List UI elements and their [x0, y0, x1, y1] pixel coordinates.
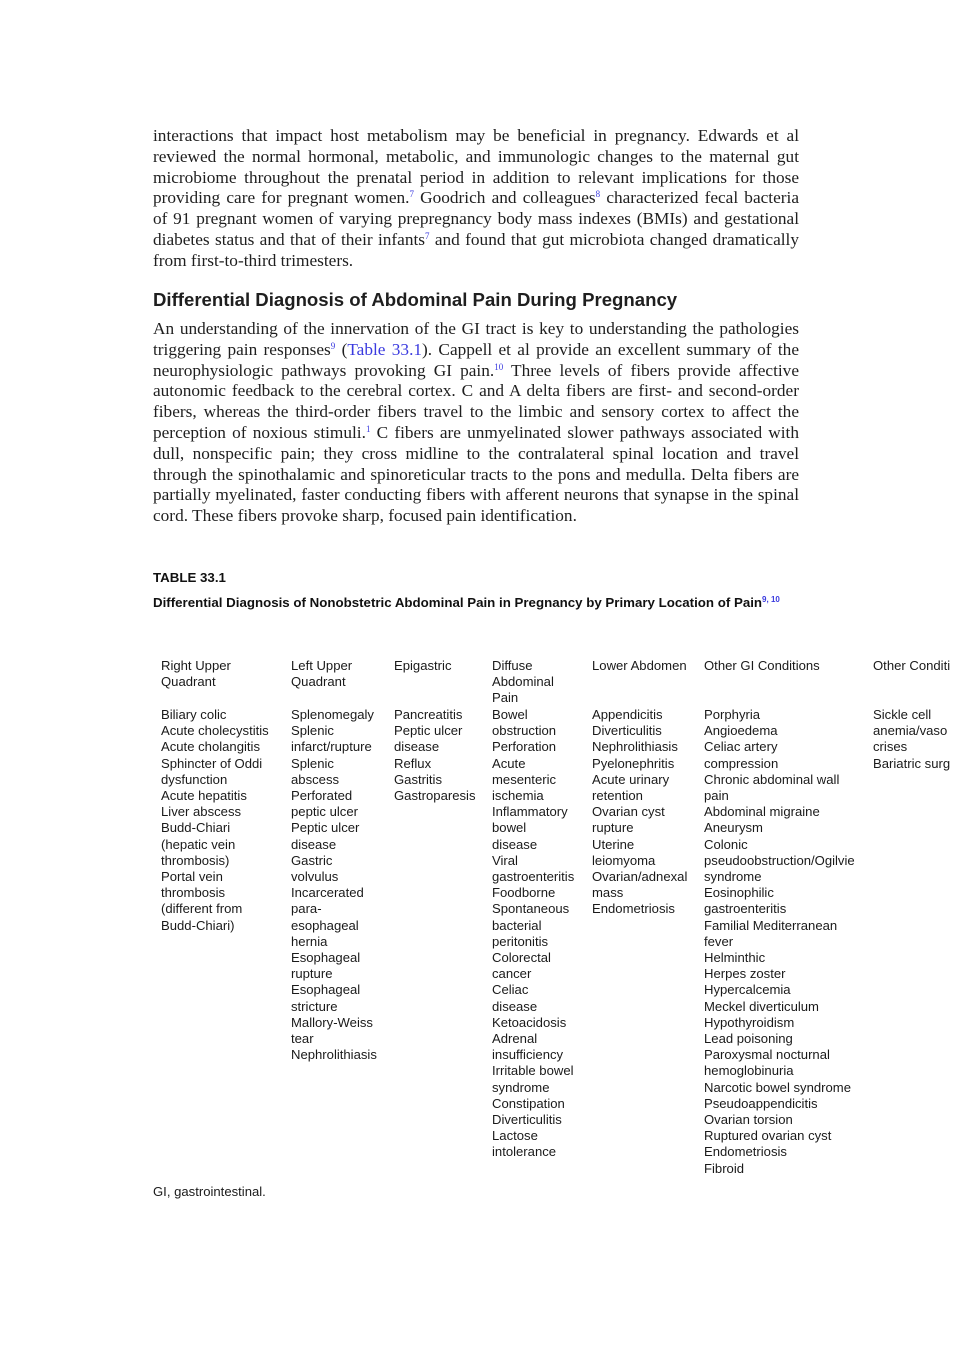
- table-cell-line: Pseudoappendicitis: [704, 1095, 818, 1111]
- table-cell-line: abscess: [291, 771, 340, 787]
- column-header: [161, 658, 231, 690]
- table-cell-line: Narcotic bowel syndrome: [704, 1079, 851, 1095]
- table-cell-line: Fibroid: [704, 1160, 745, 1176]
- column-items: [492, 707, 574, 1161]
- table-cell-line: mesenteric: [492, 771, 557, 787]
- table-label: TABLE 33.1: [153, 570, 226, 585]
- table-cell-line: Peptic ulcer: [291, 820, 360, 836]
- table-cell-line: Aneurysm: [704, 820, 763, 836]
- table-cell-line: dysfunction: [161, 771, 228, 787]
- table-cell-line: rupture: [592, 820, 634, 836]
- table-cell-line: Colonic: [704, 836, 748, 852]
- table-cell-line: pseudoobstruction/Ogilvie: [704, 852, 855, 868]
- table-cell-line: cancer: [492, 966, 532, 982]
- body-text-2: (: [335, 339, 348, 359]
- table-cell-line: thrombosis): [161, 852, 230, 868]
- table-cell-line: Constipation: [492, 1095, 565, 1111]
- column-header-line: Quadrant: [291, 674, 346, 690]
- table-cell-line: Esophageal: [291, 950, 361, 966]
- table-cell-line: Viral: [492, 852, 518, 868]
- column-items: [704, 707, 855, 1177]
- table-cell-line: Splenic: [291, 723, 334, 739]
- table-cell-line: disease: [394, 739, 440, 755]
- table-cell-line: tear: [291, 1031, 314, 1047]
- column-items: [161, 707, 269, 934]
- table-cell-line: compression: [704, 755, 779, 771]
- table-cell-line: Angioedema: [704, 723, 778, 739]
- citation-ref[interactable]: 10: [494, 361, 504, 372]
- table-cell-line: Reflux: [394, 755, 432, 771]
- table-cell-line: Irritable bowel: [492, 1063, 574, 1079]
- column-header-line: Lower Abdomen: [592, 658, 687, 673]
- table-cell-line: Herpes zoster: [704, 966, 786, 982]
- table-cell-line: Biliary colic: [161, 707, 227, 722]
- column-header: [704, 658, 820, 674]
- table-cell-line: Lactose: [492, 1128, 538, 1144]
- table-cell-line: disease: [492, 836, 538, 852]
- table-cell-line: Splenomegaly: [291, 707, 374, 722]
- intro-text-4: and found that gut microbiota changed dramatically from first-to-third trimesters.: [153, 229, 799, 270]
- table-cell-line: Acute cholangitis: [161, 739, 260, 755]
- intro-text-1: interactions that impact host metabolism may be beneficial in pregnancy. Edwards et al reviewed the normal hormonal, metabolic, and immunologic changes to the maternal gut microbiome throughout the prenatal period in addition to relevant implications for those providing care for pregnant women.: [153, 126, 799, 208]
- table-cell-line: Ruptured ovarian cyst: [704, 1128, 832, 1144]
- table-cell-line: Gastritis: [394, 771, 443, 787]
- table-cell-line: volvulus: [291, 869, 339, 885]
- table-cell-line: esophageal: [291, 917, 359, 933]
- table-cell-line: Spontaneous: [492, 901, 570, 917]
- table-cell-line: syndrome: [492, 1079, 550, 1095]
- table-cell-line: Inflammatory: [492, 804, 568, 820]
- table-cell-line: Ovarian/adnexal: [592, 869, 688, 885]
- column-header-line: Epigastric: [394, 658, 452, 673]
- table-cell-line: Acute hepatitis: [161, 788, 247, 804]
- column-header-line: Pain: [492, 690, 519, 706]
- citation-ref[interactable]: 7: [409, 189, 414, 200]
- column-items: [873, 707, 950, 772]
- column-header-line: Right Upper: [161, 658, 231, 673]
- table-cell-line: Nephrolithiasis: [592, 739, 678, 755]
- column-items: [394, 707, 476, 804]
- table-title-text: Differential Diagnosis of Nonobstetric Abdominal Pain in Pregnancy by Primary Location of Pain: [153, 595, 763, 610]
- table-cell-line: pain: [704, 788, 729, 804]
- column-header-line: Other GI Conditions: [704, 658, 820, 673]
- table-cell-line: Ovarian cyst: [592, 804, 665, 820]
- table-cell-line: Pancreatitis: [394, 707, 463, 722]
- table-cell-line: gastroenteritis: [492, 869, 575, 885]
- table-cell-line: Bowel: [492, 707, 528, 722]
- table-cell-line: hemoglobinuria: [704, 1063, 794, 1079]
- body-text-4: Three levels of fibers provide affective autonomic feedback to the cerebral cortex. C and A delta fibers are first- and second-order fibers, whereas the third-order fibers travel to the limbic and sensory cortex to affect the perception of noxious stimuli.: [153, 360, 799, 442]
- table-cell-line: Portal vein: [161, 869, 223, 885]
- column-header: [394, 658, 452, 674]
- table-cell-line: stricture: [291, 998, 338, 1014]
- table-cell-line: Paroxysmal nocturnal: [704, 1047, 830, 1063]
- table-cell-line: Budd-Chiari: [161, 820, 231, 836]
- table-cell-line: (hepatic vein: [161, 836, 236, 852]
- table-title: [153, 595, 813, 611]
- table-cell-line: crises: [873, 739, 908, 755]
- table-cell-line: Celiac artery: [704, 739, 778, 755]
- table-cell-line: Abdominal migraine: [704, 804, 820, 820]
- table-title-refs[interactable]: 9, 10: [762, 595, 780, 604]
- table-cell-line: ischemia: [492, 788, 544, 804]
- table-cell-line: mass: [592, 885, 624, 901]
- section-heading: Differential Diagnosis of Abdominal Pain During Pregnancy: [153, 289, 678, 310]
- intro-text-2: Goodrich and colleagues: [413, 188, 596, 208]
- table-cell-line: syndrome: [704, 869, 762, 885]
- table-cell-line: hernia: [291, 933, 328, 949]
- body-paragraph: [153, 319, 799, 527]
- table-cell-line: Celiac: [492, 982, 529, 998]
- table-cell-line: Ketoacidosis: [492, 1014, 567, 1030]
- column-header: [492, 658, 554, 707]
- column-header: [291, 658, 352, 690]
- table-cell-line: Perforation: [492, 739, 557, 755]
- intro-paragraph: [153, 126, 799, 272]
- table-cell-line: insufficiency: [492, 1047, 564, 1063]
- table-cell-line: Endometriosis: [592, 901, 675, 917]
- column-header: [873, 658, 950, 674]
- table-cell-line: Acute: [492, 755, 526, 771]
- table-cell-line: Gastric: [291, 852, 333, 868]
- table-cell-line: bowel: [492, 820, 527, 836]
- table-cell-line: gastroenteritis: [704, 901, 787, 917]
- citation-ref[interactable]: 8: [595, 189, 601, 200]
- table-cell-line: Lead poisoning: [704, 1031, 793, 1047]
- citation-ref[interactable]: 1: [365, 423, 371, 434]
- table-cell-line: Sphincter of Oddi: [161, 755, 263, 771]
- table-cell-line: intolerance: [492, 1144, 557, 1160]
- table-cell-line: Porphyria: [704, 707, 761, 722]
- column-header: [592, 658, 687, 674]
- table-cell-line: Familial Mediterranean: [704, 917, 838, 933]
- table-cell-line: Acute cholecystitis: [161, 723, 269, 739]
- column-header-line: Left Upper: [291, 658, 353, 673]
- table-cell-line: infarct/rupture: [291, 739, 372, 755]
- table-cell-line: peritonitis: [492, 933, 549, 949]
- table-cell-line: Splenic: [291, 755, 334, 771]
- table-cell-line: Perforated: [291, 788, 353, 804]
- column-header-line: Other Conditi: [873, 658, 951, 673]
- table-cell-line: Uterine: [592, 836, 635, 852]
- table-cell-line: para-: [291, 901, 322, 917]
- table-cell-line: retention: [592, 788, 643, 804]
- table-cell-line: Nephrolithiasis: [291, 1047, 377, 1063]
- table-cell-line: Peptic ulcer: [394, 723, 463, 739]
- table-cell-line: Pyelonephritis: [592, 755, 675, 771]
- column-items: [592, 707, 687, 918]
- table-cell-line: Incarcerated: [291, 885, 364, 901]
- table-cell-line: Sickle cell: [873, 707, 932, 722]
- table-cell-line: Gastroparesis: [394, 788, 476, 804]
- table-cell-line: peptic ulcer: [291, 804, 358, 820]
- citation-ref[interactable]: 7: [425, 230, 430, 241]
- table-cell-line: disease: [291, 836, 337, 852]
- table-cell-line: disease: [492, 998, 538, 1014]
- table-cell-line: Bariatric surg: [873, 755, 951, 771]
- table-footnote: GI, gastrointestinal.: [153, 1184, 266, 1199]
- table-cell-line: rupture: [291, 966, 333, 982]
- table-cell-line: Liver abscess: [161, 804, 242, 820]
- table-cell-line: Hypothyroidism: [704, 1014, 795, 1030]
- table-cell-line: Endometriosis: [704, 1144, 787, 1160]
- table-cell-line: Ovarian torsion: [704, 1112, 793, 1128]
- table-cell-line: Diverticulitis: [492, 1112, 562, 1128]
- table-cell-line: Colorectal: [492, 950, 551, 966]
- table-cell-line: Hypercalcemia: [704, 982, 791, 998]
- body-text-1: An understanding of the innervation of the GI tract is key to understanding the pathologies triggering pain responses: [153, 319, 799, 359]
- table-cell-line: leiomyoma: [592, 852, 656, 868]
- table-link[interactable]: Table 33.1: [347, 339, 423, 359]
- table-cell-line: Adrenal: [492, 1031, 538, 1047]
- citation-ref[interactable]: 9: [330, 340, 336, 351]
- table-cell-line: Acute urinary: [592, 771, 670, 787]
- table-cell-line: thrombosis: [161, 885, 226, 901]
- column-header-line: Abdominal: [492, 674, 554, 690]
- body-text-5: C fibers are unmyelinated slower pathways associated with dull, nonspecific pain; they cross midline to the contralateral spinal location and travel through the spinothalamic and spinoreticular tracts to the pons and medulla. Delta fibers are partially myelinated, faster conducting fibers with afferent neurons that synapse in the spinal cord. These fibers provoke sharp, focused pain identification.: [153, 422, 799, 526]
- table-cell-line: fever: [704, 933, 734, 949]
- table-cell-line: Eosinophilic: [704, 885, 774, 901]
- table-cell-line: anemia/vaso: [873, 723, 948, 739]
- table-cell-line: Chronic abdominal wall: [704, 771, 840, 787]
- body-text-3: ). Cappell et al provide an excellent summary of the neurophysiologic pathways provoking GI pain.: [153, 339, 799, 380]
- intro-text-3: characterized fecal bacteria of 91 pregnant women of varying prepregnancy body mass indexes (BMIs) and gestational diabetes status and that of their infants: [153, 188, 799, 249]
- column-header-line: Quadrant: [161, 674, 216, 690]
- table-cell-line: bacterial: [492, 917, 542, 933]
- table-cell-line: Diverticulitis: [592, 723, 662, 739]
- table-cell-line: Foodborne: [492, 885, 556, 901]
- table-cell-line: obstruction: [492, 723, 557, 739]
- table-cell-line: Budd-Chiari): [161, 917, 235, 933]
- table-cell-line: (different from: [161, 901, 243, 917]
- table-cell-line: Appendicitis: [592, 707, 663, 722]
- table-cell-line: Esophageal: [291, 982, 361, 998]
- column-items: [291, 707, 377, 1063]
- table-cell-line: Meckel diverticulum: [704, 998, 819, 1014]
- column-header-line: Diffuse: [492, 658, 533, 673]
- table-cell-line: Mallory-Weiss: [291, 1014, 373, 1030]
- table-cell-line: Helminthic: [704, 950, 766, 966]
